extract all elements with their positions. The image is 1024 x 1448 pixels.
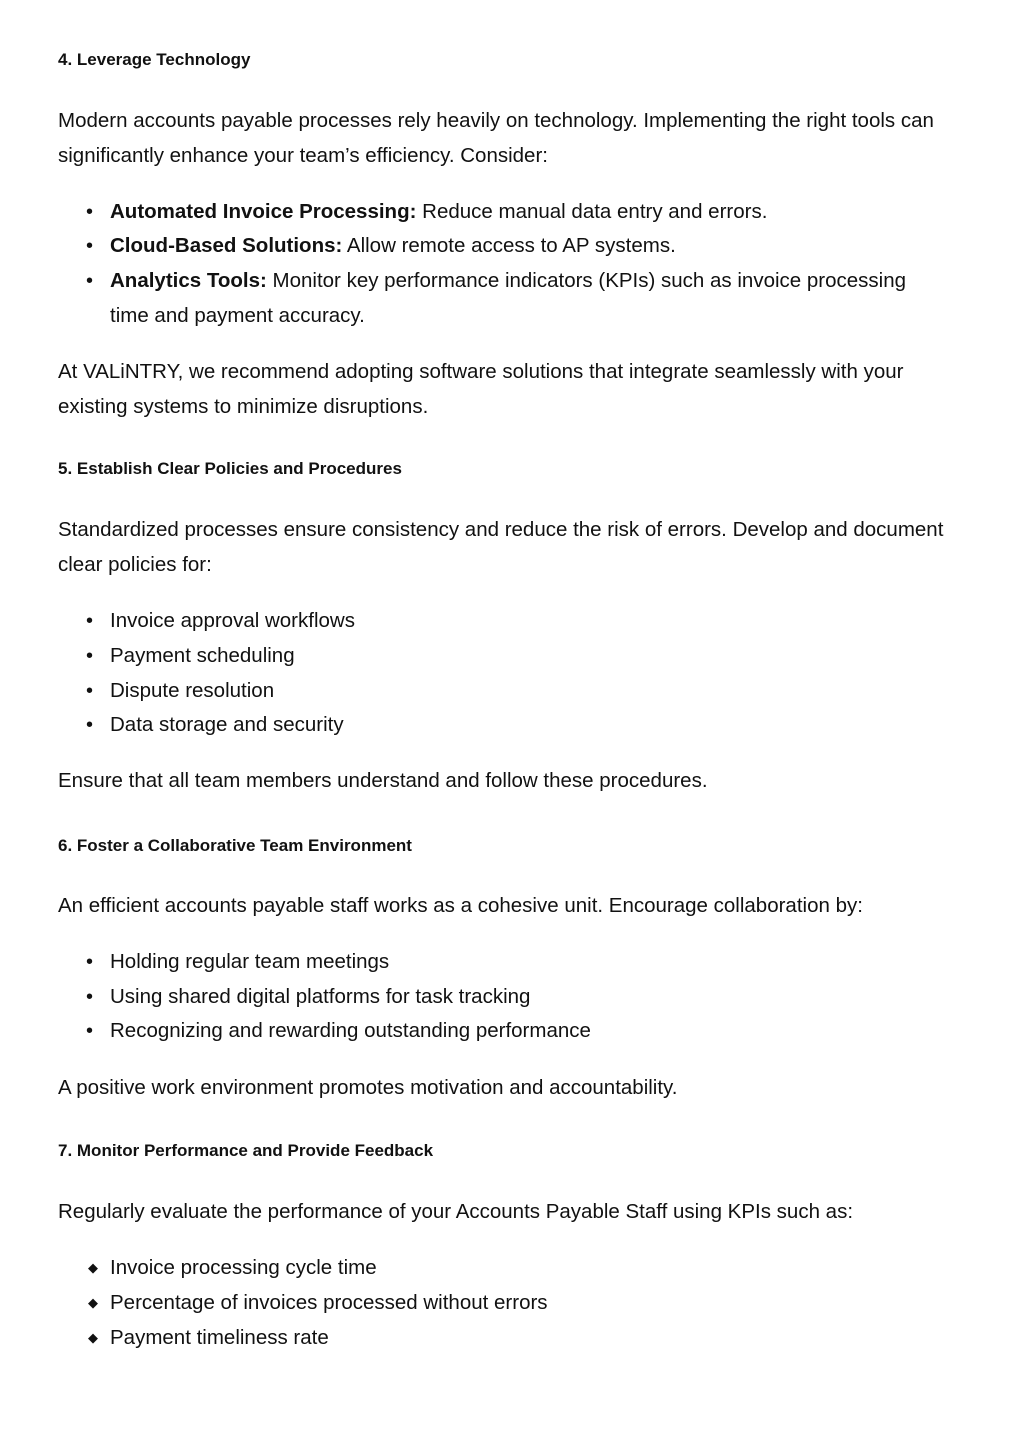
list-item-text: Reduce manual data entry and errors. (416, 200, 768, 223)
list-item-text: Dispute resolution (110, 679, 275, 702)
section-4-intro: Modern accounts payable processes rely heavily on technology. Implementing the right tools can significantly enhance your team’s efficiency. Consider: (58, 109, 934, 167)
section-4-outro: At VALiNTRY, we recommend adopting software solutions that integrate seamlessly with your existing systems to minimize disruptions. (58, 360, 904, 418)
diamond-bullet-icon: ◆ (88, 1295, 98, 1310)
list-item-text: Holding regular team meetings (110, 950, 390, 973)
bullet-icon: • (86, 645, 94, 667)
list-item-text: Using shared digital platforms for task tracking (110, 985, 531, 1008)
bullet-icon: • (86, 986, 94, 1008)
list-item-text: Invoice approval workflows (110, 609, 355, 632)
diamond-bullet-icon: ◆ (88, 1260, 98, 1275)
section-7-heading: 7. Monitor Performance and Provide Feedback (58, 1141, 434, 1160)
list-item-text: Data storage and security (110, 713, 344, 736)
list-item-text: Recognizing and rewarding outstanding performance (110, 1019, 591, 1042)
bullet-icon: • (86, 714, 94, 736)
list-item-text: Percentage of invoices processed without errors (110, 1291, 548, 1314)
bullet-icon: • (86, 680, 94, 702)
list-item-text: Payment timeliness rate (110, 1326, 329, 1349)
section-6-intro: An efficient accounts payable staff works as a cohesive unit. Encourage collaboration by: (58, 894, 863, 917)
list-item-label: Cloud-Based Solutions: (110, 234, 343, 257)
bullet-icon: • (86, 610, 94, 632)
section-5-intro: Standardized processes ensure consistency and reduce the risk of errors. Develop and document clear policies for: (58, 518, 944, 576)
diamond-bullet-icon: ◆ (88, 1330, 98, 1345)
bullet-icon: • (86, 1020, 94, 1042)
section-7-intro: Regularly evaluate the performance of your Accounts Payable Staff using KPIs such as: (58, 1200, 854, 1223)
bullet-icon: • (86, 201, 94, 223)
section-4-heading: 4. Leverage Technology (58, 50, 251, 69)
section-5-outro: Ensure that all team members understand and follow these procedures. (58, 769, 708, 792)
list-item-text: Invoice processing cycle time (110, 1256, 377, 1279)
section-6-outro: A positive work environment promotes motivation and accountability. (58, 1076, 678, 1099)
bullet-icon: • (86, 270, 94, 292)
list-item-label: Analytics Tools: (110, 269, 267, 292)
bullet-icon: • (86, 951, 94, 973)
list-item-label: Automated Invoice Processing: (110, 200, 417, 223)
bullet-icon: • (86, 235, 94, 257)
list-item-text: Monitor key performance indicators (KPIs) such as invoice processing time and payment accuracy. (110, 269, 907, 327)
section-5-heading: 5. Establish Clear Policies and Procedures (58, 459, 402, 478)
list-item-text: Allow remote access to AP systems. (342, 234, 676, 257)
list-item-text: Payment scheduling (110, 644, 295, 667)
section-6-heading: 6. Foster a Collaborative Team Environment (58, 836, 412, 855)
